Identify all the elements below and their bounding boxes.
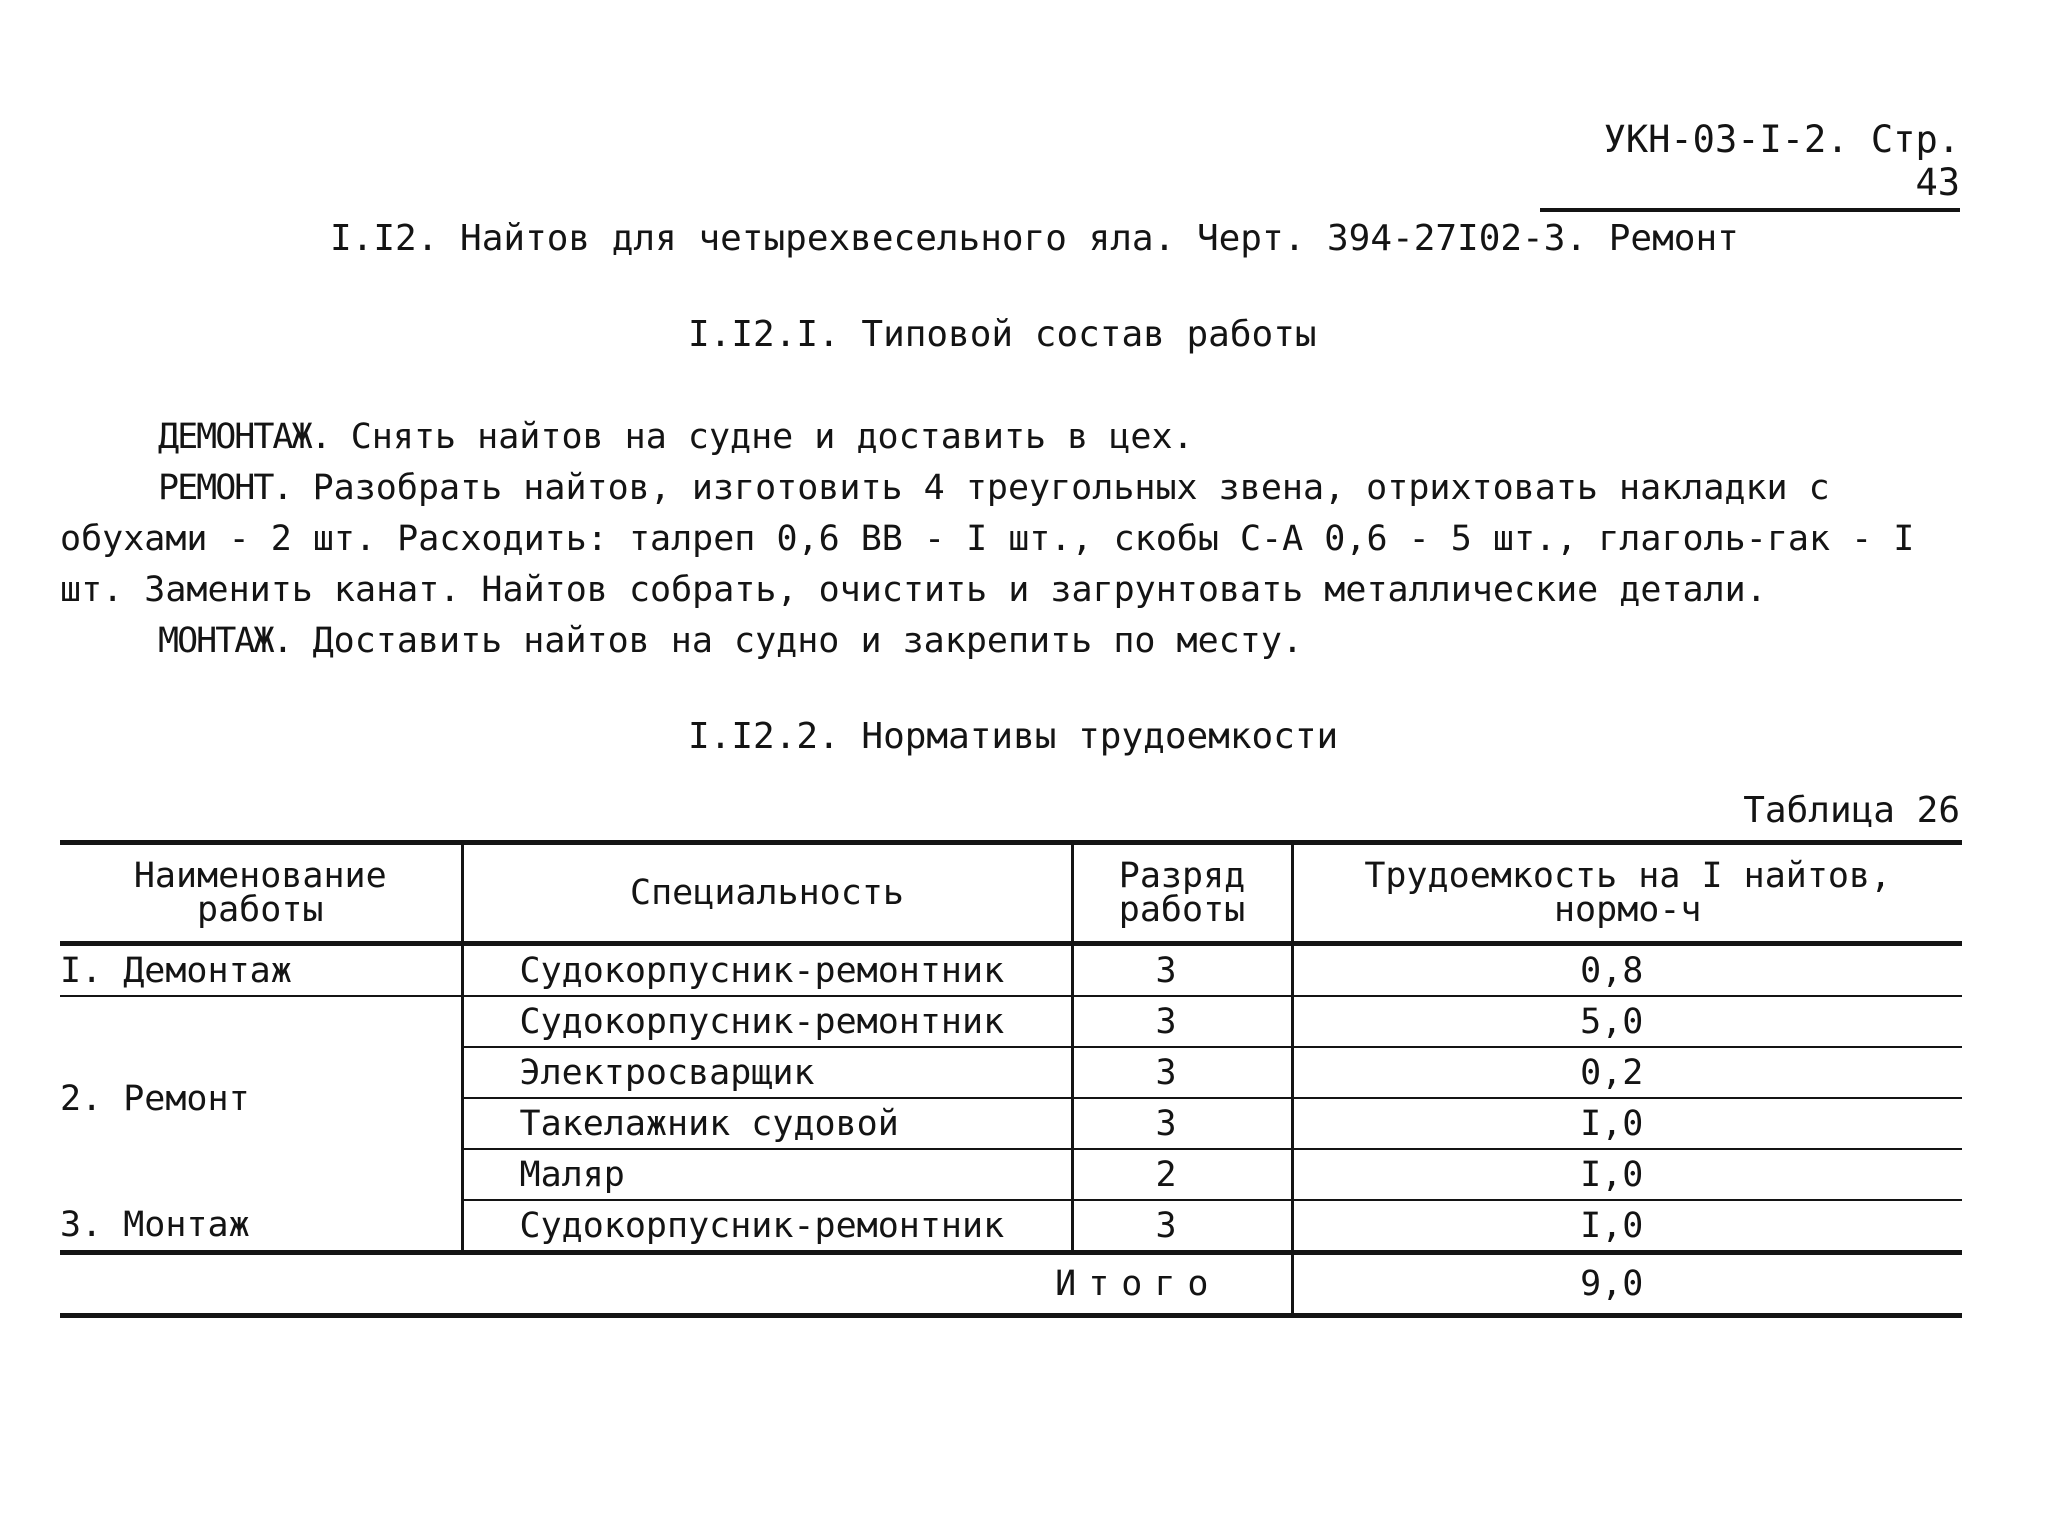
cell-work: I. Демонтаж xyxy=(60,944,462,997)
cell-labor: I,0 xyxy=(1292,1098,1962,1149)
header-labor: Трудоемкость на I найтов, нормо-ч xyxy=(1292,843,1962,944)
table-row xyxy=(60,1200,1962,1253)
subsection-title-norms: I.I2.2. Нормативы трудоемкости xyxy=(688,716,1339,757)
table-header-row xyxy=(60,843,1962,944)
page-reference: УКН-03-I-2. Стр. 43 xyxy=(1540,118,1960,212)
subsection-title-composition: I.I2.I. Типовой состав работы xyxy=(688,314,1317,355)
table-caption: Таблица 26 xyxy=(1743,790,1960,831)
cell-grade: 3 xyxy=(1072,1047,1292,1098)
cell-specialty: Электросварщик xyxy=(462,1047,1072,1098)
cell-grade: 3 xyxy=(1072,944,1292,997)
header-specialty: Специальность xyxy=(462,843,1072,944)
table-row xyxy=(60,996,1962,1047)
cell-labor: 0,2 xyxy=(1292,1047,1962,1098)
paragraph-text: Доставить найтов на судно и закрепить по месту. xyxy=(291,621,1303,661)
section-title: I.I2. Найтов для четырехвесельного яла. Черт. 394-27I02-3. Ремонт xyxy=(330,218,1739,259)
paragraph-text: Разобрать найтов, изготовить 4 треугольных звена, отрихтовать накладки с обухами - 2 шт. Расходить: талреп 0,6 ВВ - I шт., скобы С-А 0,6 - 5 шт., глаголь-гак - I шт. Заменить канат. Найтов собрать, очистить и загрунтовать металлические детали. xyxy=(60,468,1915,610)
table-row xyxy=(60,944,1962,997)
cell-labor: 0,8 xyxy=(1292,944,1962,997)
total-label: Итого xyxy=(60,1253,1292,1316)
cell-grade: 3 xyxy=(1072,996,1292,1047)
cell-work: 2. Ремонт xyxy=(60,1078,250,1119)
labor-norms-table xyxy=(60,840,1962,1318)
cell-specialty: Такелажник судовой xyxy=(462,1098,1072,1149)
cell-labor: I,0 xyxy=(1292,1149,1962,1200)
paragraph-lead: МОНТАЖ. xyxy=(158,621,292,661)
work-composition-text xyxy=(60,412,1940,667)
cell-specialty: Маляр xyxy=(462,1149,1072,1200)
cell-specialty: Судокорпусник-ремонтник xyxy=(462,996,1072,1047)
cell-grade: 3 xyxy=(1072,1098,1292,1149)
paragraph-lead: ДЕМОНТАЖ. xyxy=(158,417,330,457)
paragraph-text: Снять найтов на судне и доставить в цех. xyxy=(329,417,1194,457)
header-grade: Разряд работы xyxy=(1072,843,1292,944)
cell-work: 3. Монтаж xyxy=(60,1200,462,1253)
paragraph-mounting xyxy=(60,616,1940,667)
total-value: 9,0 xyxy=(1292,1253,1962,1316)
cell-specialty: Судокорпусник-ремонтник xyxy=(462,944,1072,997)
cell-labor: I,0 xyxy=(1292,1200,1962,1253)
cell-specialty: Судокорпусник-ремонтник xyxy=(462,1200,1072,1253)
cell-grade: 3 xyxy=(1072,1200,1292,1253)
cell-labor: 5,0 xyxy=(1292,996,1962,1047)
paragraph-lead: РЕМОНТ. xyxy=(158,468,292,508)
table-total-row xyxy=(60,1253,1962,1316)
header-work: Наименование работы xyxy=(60,843,462,944)
paragraph-repair xyxy=(60,463,1940,616)
cell-grade: 2 xyxy=(1072,1149,1292,1200)
paragraph-dismantling xyxy=(60,412,1940,463)
